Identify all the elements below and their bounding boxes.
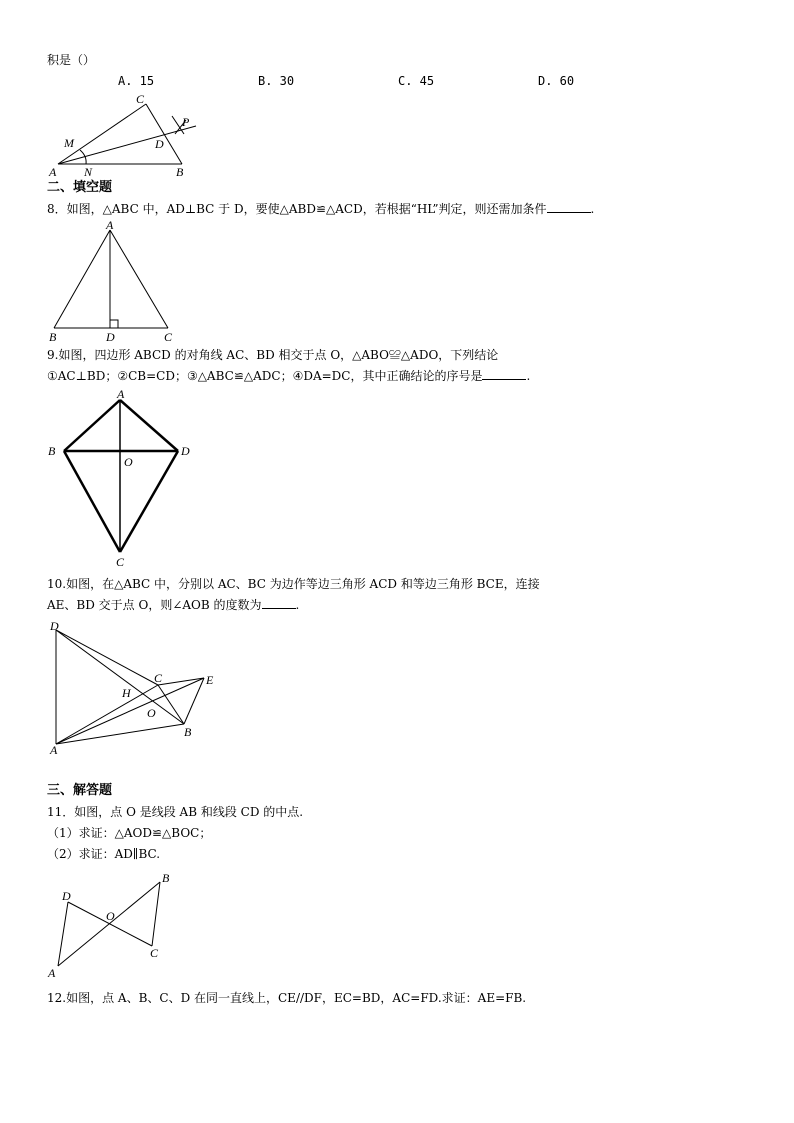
section3-title: 三、解答题 — [47, 783, 113, 798]
q11-part1: （1）求证：△AOD≌△BOC； — [47, 826, 212, 840]
q11-label-c: C — [150, 946, 159, 960]
q8-label-d: D — [106, 330, 115, 344]
q11-label-d: D — [62, 889, 71, 903]
q8-label-c: C — [164, 330, 173, 344]
q10-label-d: D — [50, 619, 59, 633]
section2-title: 二、填空题 — [47, 180, 113, 195]
q10-label-b: B — [184, 725, 192, 739]
q7-label-d: D — [155, 137, 164, 151]
q7-option-d: D. 60 — [538, 74, 575, 88]
q9-label-d: D — [181, 444, 190, 458]
q10-label-h: H — [122, 686, 131, 700]
q8-label-a: A — [106, 218, 114, 232]
q7-label-m: M — [64, 136, 74, 150]
q11-label-b: B — [162, 871, 170, 885]
q9-line2: ①AC⊥BD；②CB=CD；③△ABC≌△ADC；④DA=DC，其中正确结论的序号是 . — [47, 369, 531, 383]
q12-text: 12.如图，点 A、B、C、D 在同一直线上，CE//DF，EC=BD，AC=FD.求证：AE=FB. — [47, 991, 527, 1005]
q9-label-a: A — [117, 387, 125, 401]
q9-label-c: C — [116, 555, 125, 569]
q7-label-a: A — [49, 165, 57, 179]
q7-text-tail: 积是（） — [47, 53, 96, 67]
q7-label-c: C — [136, 92, 145, 106]
q8-text: 8．如图，△ABC 中，AD⊥BC 于 D，要使△ABD≌△ACD，若根据“HL”判定，则还需加条件 . — [47, 202, 595, 216]
q7-label-n: N — [84, 165, 93, 179]
q11-label-a: A — [48, 966, 56, 980]
q11-label-o: O — [106, 909, 115, 923]
q9-label-b: B — [48, 444, 56, 458]
q11-text: 11．如图，点 O 是线段 AB 和线段 CD 的中点. — [47, 805, 304, 819]
q10-line2: AE、BD 交于点 O，则∠AOB 的度数为 . — [47, 598, 300, 612]
q7-option-c: C. 45 — [398, 74, 435, 88]
q10-label-a: A — [50, 743, 58, 757]
q10-label-o: O — [147, 706, 156, 720]
q10-line1: 10.如图，在△ABC 中，分别以 AC、BC 为边作等边三角形 ACD 和等边三角形 BCE，连接 — [47, 577, 540, 591]
q9-line1: 9.如图，四边形 ABCD 的对角线 AC、BD 相交于点 O，△ABO≌△ADO，下列结论 — [47, 348, 499, 362]
q7-option-b: B. 30 — [258, 74, 295, 88]
q7-option-a: A. 15 — [118, 74, 155, 88]
q10-label-e: E — [206, 673, 214, 687]
q11-part2: （2）求证：AD∥BC. — [47, 847, 161, 861]
q7-label-p: P — [182, 115, 190, 129]
q7-label-b: B — [176, 165, 184, 179]
q8-label-b: B — [49, 330, 57, 344]
q10-label-c: C — [154, 671, 163, 685]
q9-label-o: O — [124, 455, 133, 469]
